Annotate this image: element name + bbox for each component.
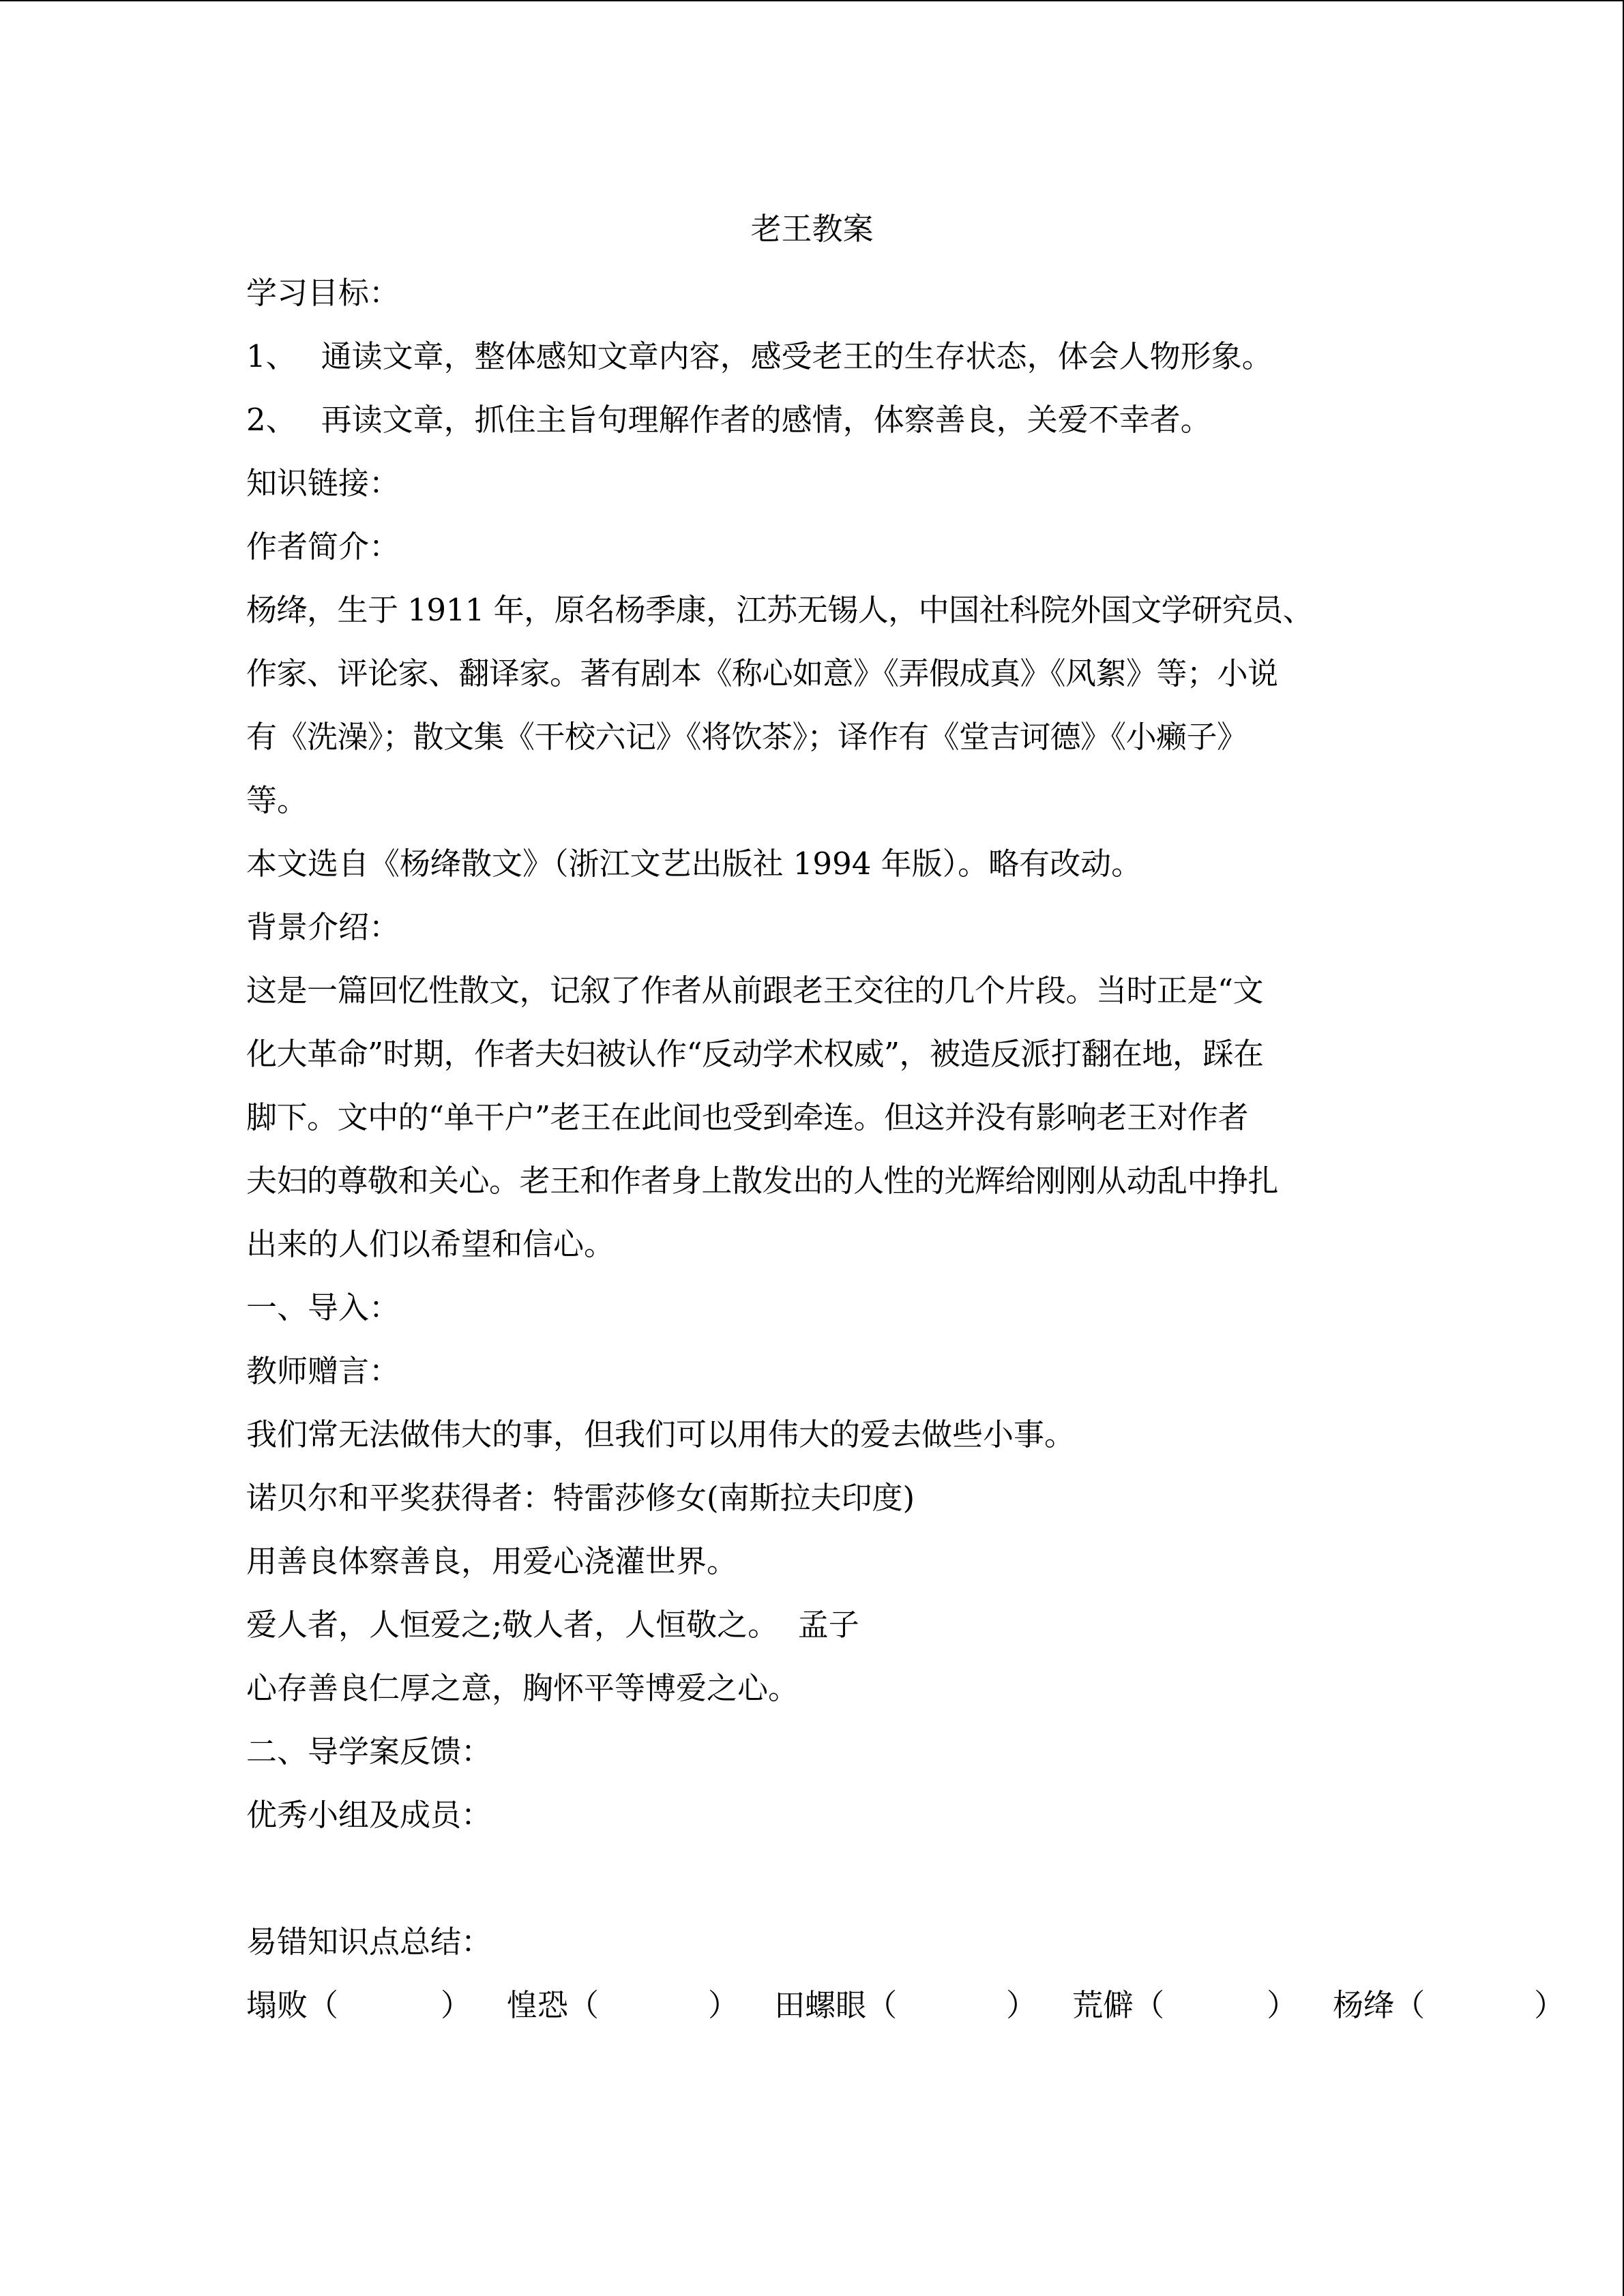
fill-close: ） — [1534, 1987, 1565, 2023]
pronunciation-fill-row — [246, 1986, 1565, 2050]
author-intro-line: 作家、评论家、翻译家。著有剧本《称心如意》《弄假成真》《风絮》等；小说 — [246, 655, 1278, 691]
background-line: 化大革命”时期，作者夫妇被认作“反动学术权威”，被造反派打翻在地，踩在 — [246, 1036, 1264, 1072]
fill-word: 杨绛（ — [1333, 1987, 1426, 2023]
quote-source: 诺贝尔和平奖获得者：特雷莎修女(南斯拉夫印度) — [246, 1480, 915, 1516]
goal-text: 通读文章，整体感知文章内容，感受老王的生存状态，体会人物形象。 — [321, 338, 1273, 374]
goal-text: 再读文章，抓住主旨句理解作者的感情，体察善良，关爱不幸者。 — [321, 402, 1211, 438]
fill-item — [774, 1986, 1037, 2050]
fill-close: ） — [708, 1987, 739, 2023]
author-intro-line: 等。 — [246, 782, 308, 818]
fill-blank[interactable] — [897, 1986, 1006, 2050]
fill-blank[interactable] — [338, 1986, 441, 2050]
fill-blank[interactable] — [599, 1986, 708, 2050]
quote-text: 用善良体察善良，用爱心浇灌世界。 — [246, 1543, 738, 1579]
fill-item — [1333, 1986, 1565, 2050]
knowledge-link-heading: 知识链接： — [246, 465, 400, 501]
background-line: 这是一篇回忆性散文，记叙了作者从前跟老王交往的几个片段。当时正是“文 — [246, 972, 1264, 1009]
learning-goal-item — [246, 401, 1378, 464]
background-line: 夫妇的尊敬和关心。老王和作者身上散发出的人性的光辉给刚刚从动乱中挣扎 — [246, 1163, 1279, 1199]
background-heading: 背景介绍： — [246, 909, 400, 945]
fill-item — [507, 1986, 739, 2050]
quote-text: 心存善良仁厚之意，胸怀平等博爱之心。 — [246, 1670, 799, 1706]
fill-blank[interactable] — [1425, 1986, 1534, 2050]
learning-goals-heading: 学习目标： — [246, 275, 400, 311]
source-note: 本文选自《杨绛散文》（浙江文艺出版社 1994 年版）。略有改动。 — [246, 846, 1142, 882]
fill-word: 塌败（ — [246, 1987, 339, 2023]
fill-close: ） — [1267, 1987, 1298, 2023]
fill-blank[interactable] — [1164, 1986, 1267, 2050]
document-body — [246, 274, 1565, 2050]
fill-item — [1072, 1986, 1297, 2050]
fill-item — [246, 1986, 471, 2050]
fill-close: ） — [441, 1987, 472, 2023]
common-errors-label: 易错知识点总结： — [246, 1924, 492, 1960]
fill-word: 荒僻（ — [1072, 1987, 1165, 2023]
fill-word: 田螺眼（ — [774, 1987, 898, 2023]
section-two-heading: 二、导学案反馈： — [246, 1733, 492, 1770]
quote-text: 我们常无法做伟大的事，但我们可以用伟大的爱去做些小事。 — [246, 1416, 1076, 1452]
author-intro-line: 有《洗澡》；散文集《干校六记》《将饮茶》；译作有《堂吉诃德》《小癞子》 — [246, 719, 1247, 755]
author-intro-line: 杨绛，生于 1911 年，原名杨季康，江苏无锡人，中国社科院外国文学研究员、 — [246, 592, 1314, 628]
author-intro-heading: 作者简介： — [246, 528, 400, 565]
goal-number: 1、 — [246, 338, 297, 374]
learning-goal-item — [246, 338, 1378, 401]
fill-word: 惶恐（ — [507, 1987, 600, 2023]
excellent-groups-label: 优秀小组及成员： — [246, 1797, 492, 1833]
fill-close: ） — [1006, 1987, 1037, 2023]
goal-number: 2、 — [246, 402, 297, 438]
background-line: 出来的人们以希望和信心。 — [246, 1226, 615, 1262]
blank-space — [246, 1860, 1378, 1923]
background-line: 脚下。文中的“单干户”老王在此间也受到牵连。但这并没有影响老王对作者 — [246, 1099, 1249, 1135]
page-title: 老王教案 — [750, 211, 874, 247]
quote-text: 爱人者，人恒爱之;敬人者，人恒敬之。 孟子 — [246, 1607, 859, 1643]
section-one-heading: 一、导入： — [246, 1289, 400, 1326]
teacher-gift-heading: 教师赠言： — [246, 1353, 400, 1389]
